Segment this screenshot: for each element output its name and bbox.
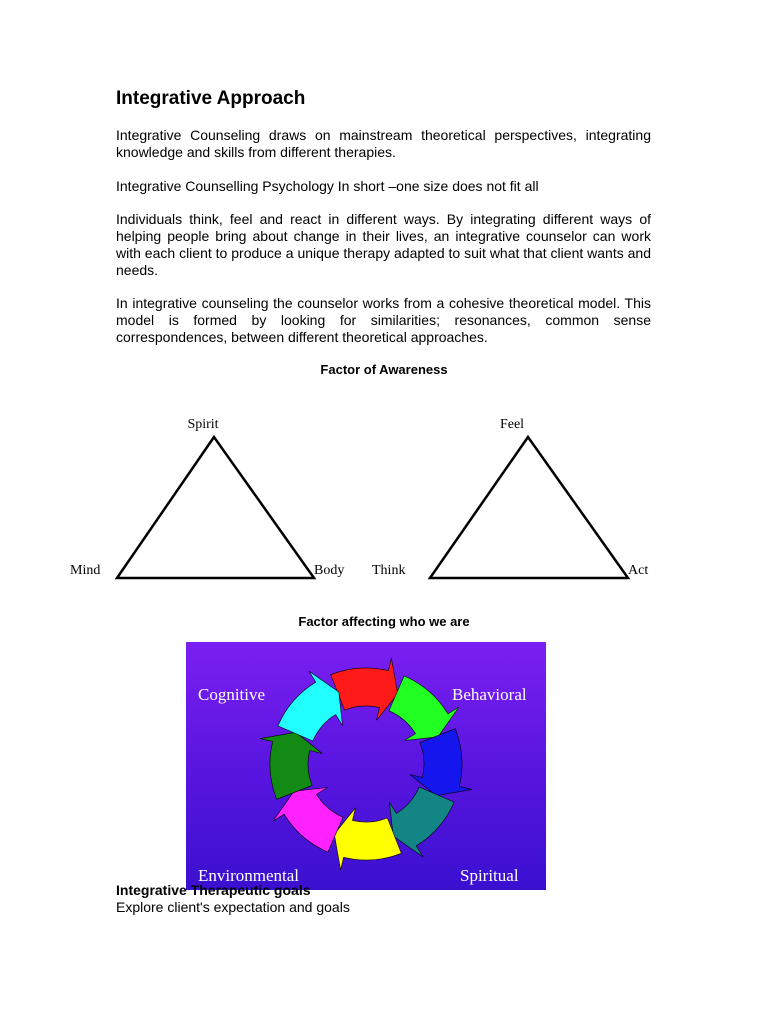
paragraph-2: Integrative Counselling Psychology In short –one size does not fit all [116, 178, 539, 194]
goals-title: Integrative Therapeutic goals [116, 882, 311, 898]
triangle1-top-label: Spirit [187, 417, 219, 432]
label-spiritual: Spiritual [460, 866, 519, 885]
cycle-arrow-6 [273, 788, 343, 853]
cycle-diagram [186, 642, 546, 890]
label-cognitive: Cognitive [198, 685, 266, 704]
triangle1-right-label: Body [314, 563, 345, 578]
label-environmental: Environmental [198, 866, 300, 885]
triangle2-right-label: Act [628, 563, 649, 578]
goals-text: Explore client's expectation and goals [116, 899, 350, 915]
cycle-arrow-8 [278, 671, 343, 741]
triangle2-left-label: Think [372, 563, 406, 578]
cycle-arrow-2 [389, 676, 459, 741]
paragraph-3: Individuals think, feel and react in different ways. By integrating different ways of helping people bring about change in their lives, an integrative counselor can work with each client to produce a unique therapy adapted to suit what that client wants and needs. [116, 211, 651, 278]
awareness-caption: Factor of Awareness [320, 362, 448, 377]
paragraph-4: In integrative counseling the counselor works from a cohesive theoretical model. This model is formed by looking for similarities; resonances, common sense correspondences, between different theoretical approaches. [116, 295, 651, 345]
label-behavioral: Behavioral [452, 685, 527, 704]
awareness-triangles [0, 400, 768, 590]
triangle2-top-label: Feel [499, 417, 525, 432]
paragraph-1: Integrative Counseling draws on mainstream theoretical perspectives, integrating knowledge and skills from different therapies. [116, 127, 651, 160]
page-title: Integrative Approach [116, 88, 306, 109]
cycle-arrow-4 [390, 787, 455, 857]
triangle1-left-label: Mind [70, 563, 101, 578]
cycle-arrows [186, 642, 546, 890]
cycle-caption: Factor affecting who we are [298, 614, 470, 629]
triangle-spirit-mind-body [117, 437, 314, 578]
triangle-feel-think-act [430, 437, 628, 578]
